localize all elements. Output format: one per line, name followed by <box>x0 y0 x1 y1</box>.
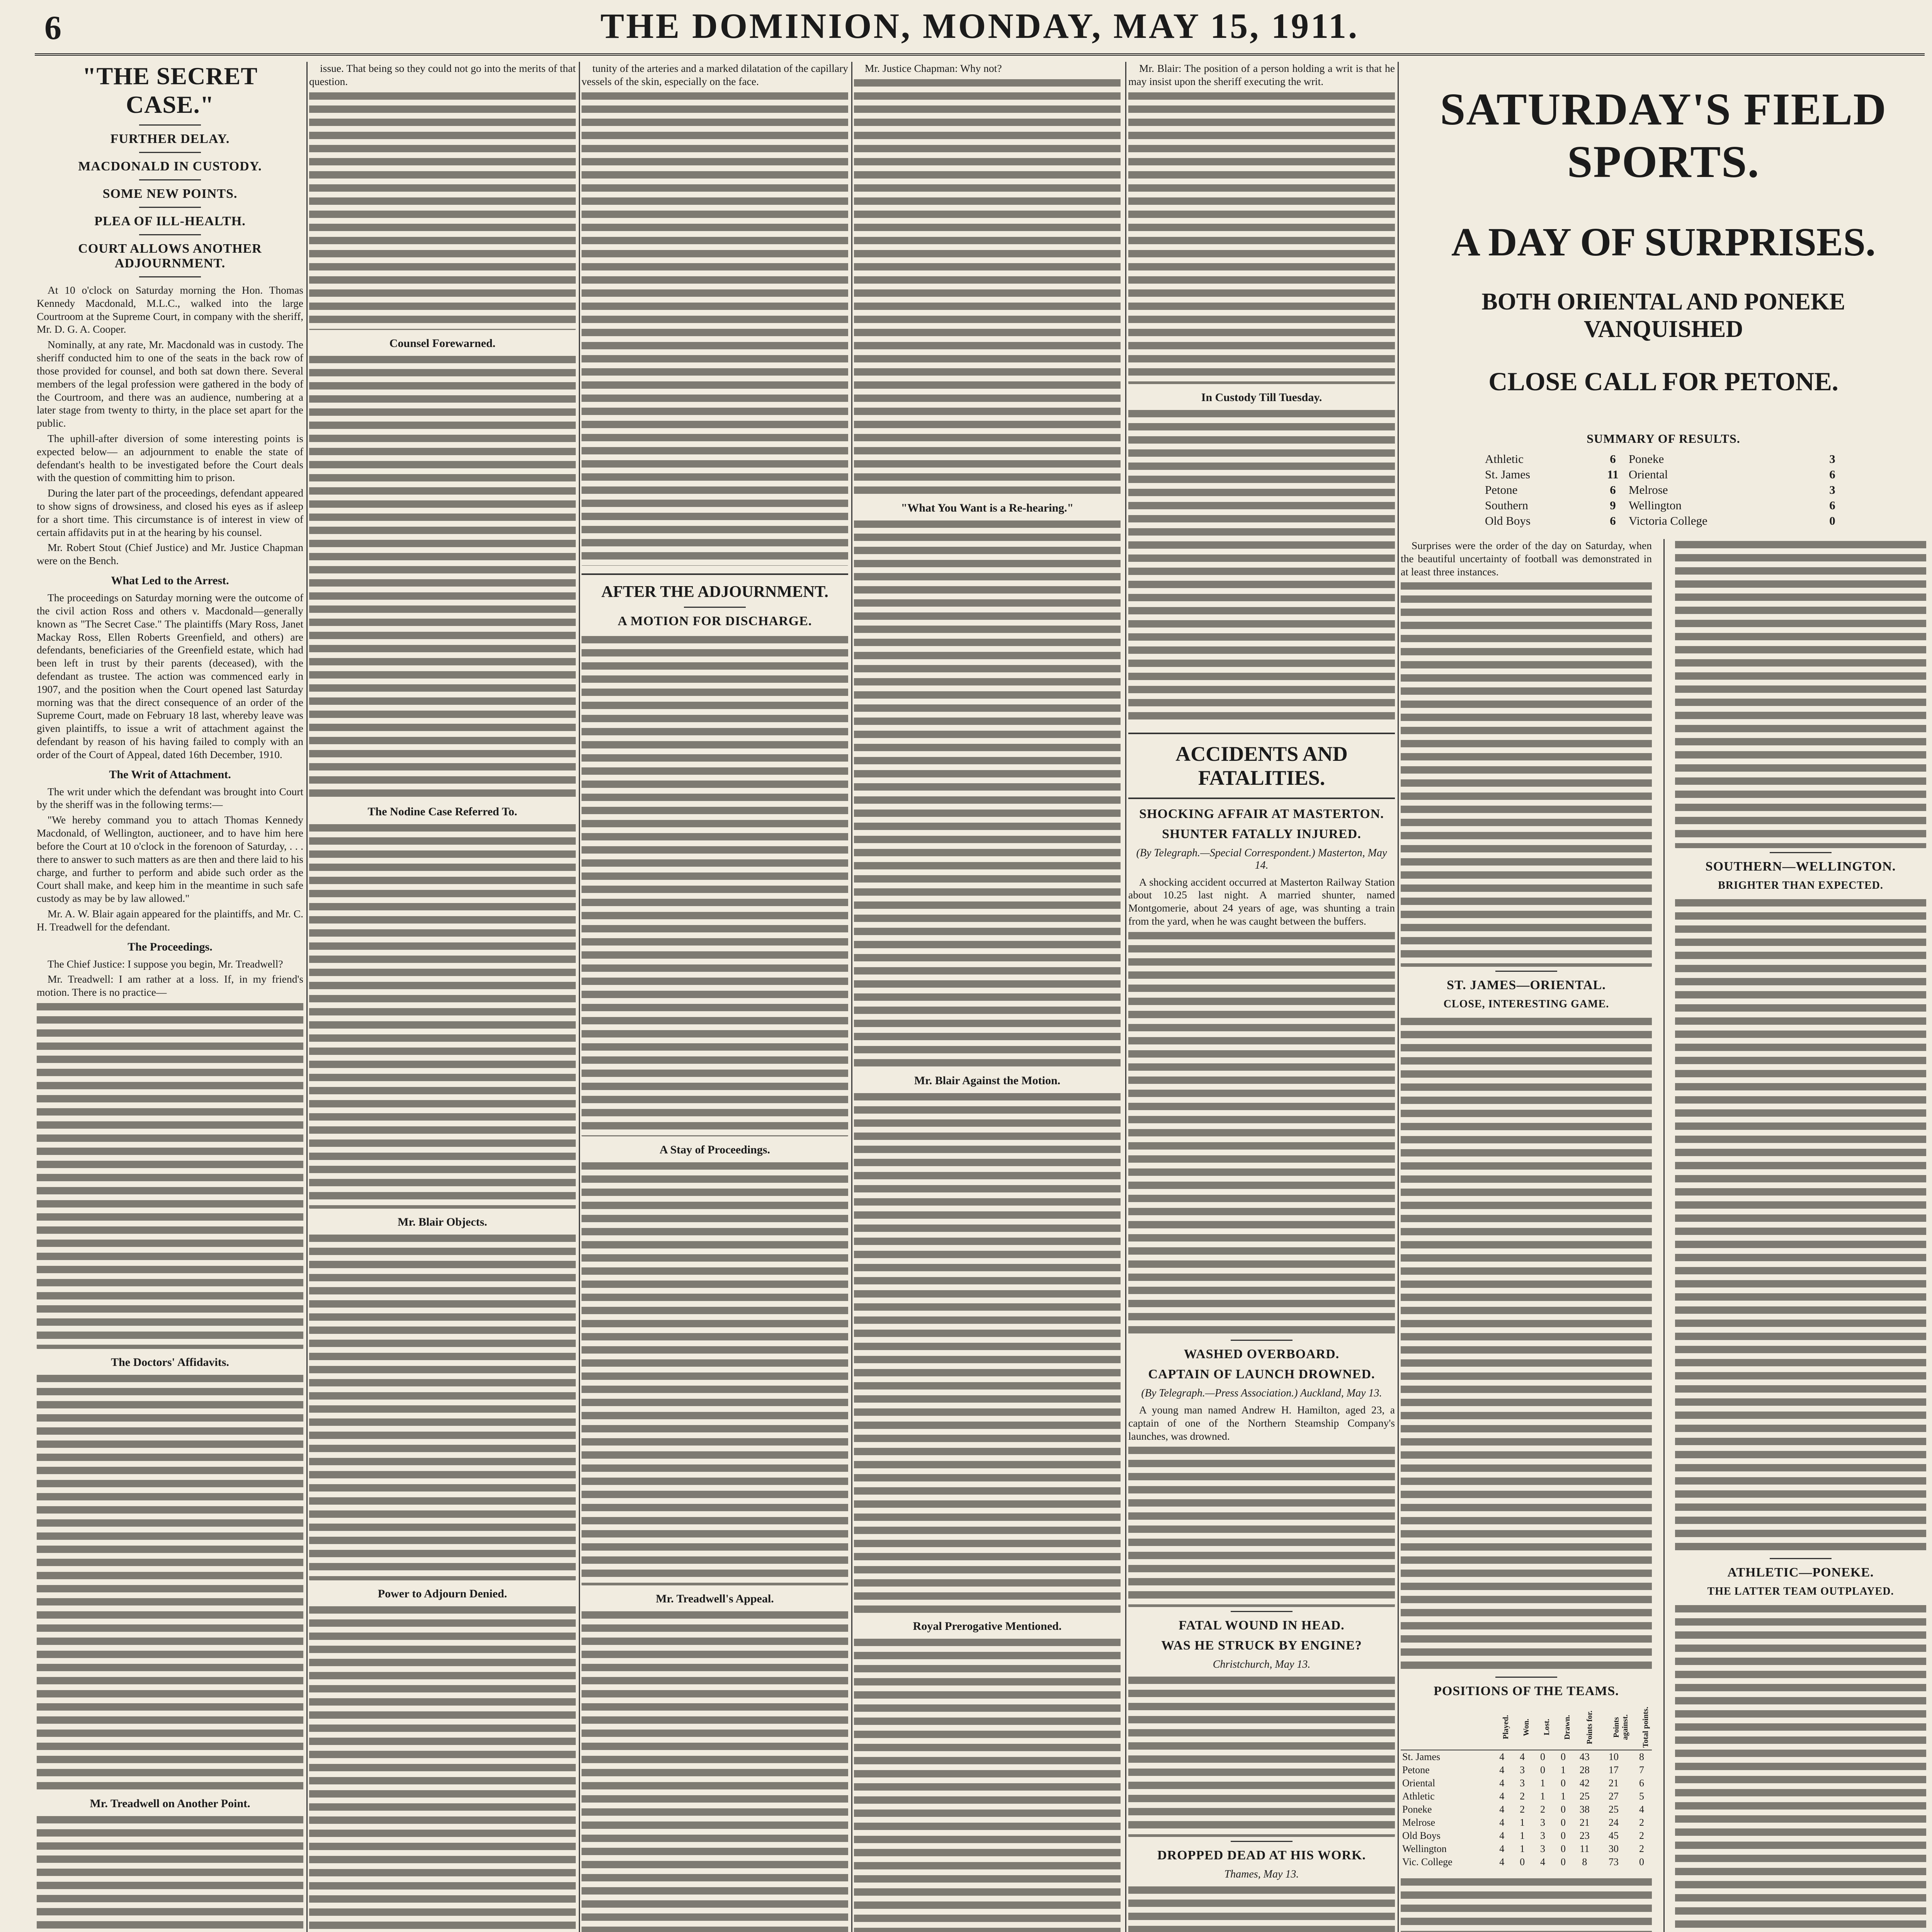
winner-team: Petone <box>1485 483 1518 497</box>
article-text-block <box>37 1001 303 1349</box>
masthead <box>0 0 1932 58</box>
subheading: A Stay of Proceedings. <box>659 1143 770 1156</box>
dateline: Thames, May 13. <box>1224 1868 1299 1881</box>
standings-cell: 0 <box>1520 1856 1525 1868</box>
article-text-block <box>1401 1876 1652 1932</box>
positions-headline: POSITIONS OF THE TEAMS. <box>1434 1684 1619 1699</box>
winner-score: 6 <box>1610 452 1616 466</box>
article-text-block <box>1128 90 1395 384</box>
summary-row <box>1482 467 1845 482</box>
loser-team: Poneke <box>1628 452 1664 466</box>
standings-cell: 2 <box>1520 1791 1525 1802</box>
standings-cell: 43 <box>1579 1751 1590 1763</box>
team-name: Vic. College <box>1402 1856 1452 1868</box>
article-text-block <box>1401 1016 1652 1673</box>
standings-cell: 4 <box>1499 1764 1505 1776</box>
column-2 <box>309 62 576 1932</box>
secret-case-headline: "THE SECRET CASE." <box>82 62 258 118</box>
article-text-block <box>1675 897 1926 1554</box>
headline-rule <box>139 124 201 126</box>
standings-cell: 1 <box>1520 1830 1525 1842</box>
sports-column-left <box>1401 539 1652 1932</box>
standings-cell: 2 <box>1639 1817 1645 1828</box>
standings-column-header: Drawn. <box>1553 1704 1573 1750</box>
standings-cell: 1 <box>1540 1777 1546 1789</box>
masthead-rule <box>35 53 1925 56</box>
standings-cell: 2 <box>1639 1843 1645 1855</box>
standings-column-header: Played. <box>1492 1704 1512 1750</box>
article-text-block <box>1128 1675 1395 1837</box>
article-text-block <box>582 1609 848 1932</box>
headline-rule <box>684 607 746 608</box>
article-paragraph: During the later part of the proceedings, defendant appeared to show signs of drowsiness, and closed his eyes as if asleep for a short time. This circumstance is of interest in view of certain affidavits put in at the hearing by his counsel. <box>37 487 303 538</box>
standings-cell: 4 <box>1639 1804 1645 1815</box>
standings-cell: 2 <box>1520 1804 1525 1815</box>
column-5 <box>1128 62 1395 1932</box>
standings-table <box>1401 1704 1652 1869</box>
standings-cell: 25 <box>1608 1804 1619 1815</box>
article-paragraph: The writ under which the defendant was brought into Court by the sheriff was in the following terms:— <box>37 785 303 811</box>
article-text-block <box>1128 1445 1395 1607</box>
standings-cell: 3 <box>1520 1764 1525 1776</box>
standings-cell: 0 <box>1560 1804 1566 1815</box>
subheading: What Led to the Arrest. <box>111 574 229 587</box>
winner-score: 6 <box>1610 483 1616 497</box>
article-paragraph: Mr. Blair: The position of a person holding a writ is that he may insist upon the sheriff executing the writ. <box>1128 62 1395 87</box>
sports-columns <box>1401 539 1926 1932</box>
article-text-block <box>582 90 848 566</box>
standings-cell: 4 <box>1499 1843 1505 1855</box>
standings-cell: 0 <box>1560 1830 1566 1842</box>
standings-cell: 4 <box>1499 1830 1505 1842</box>
column-rule <box>1663 539 1665 1932</box>
winner-score: 9 <box>1610 498 1616 512</box>
page-number: 6 <box>44 9 61 47</box>
standings-row <box>1401 1855 1652 1869</box>
standings-cell: 30 <box>1608 1843 1619 1855</box>
column-rule <box>851 62 852 1932</box>
dateline: (By Telegraph.—Special Correspondent.) Masterton, May 14. <box>1136 847 1387 871</box>
story-headline: DROPPED DEAD AT HIS WORK. <box>1157 1848 1366 1863</box>
team-name: Petone <box>1402 1764 1430 1776</box>
story-rule <box>1495 971 1557 972</box>
standings-row <box>1401 1842 1652 1855</box>
standings-column-header: Won. <box>1512 1704 1532 1750</box>
article-text-block <box>582 1160 848 1585</box>
standings-column-header: Points against. <box>1596 1704 1631 1750</box>
team-name: Old Boys <box>1402 1830 1440 1842</box>
deck-rule <box>139 152 201 153</box>
article-text-block <box>309 354 576 798</box>
article-paragraph: The proceedings on Saturday morning were the outcome of the civil action Ross and others v. Macdonald—generally known as "The Secret Case." The plaintiffs (Mary Ross, Janet Mackay Ross, Ellen Roberts Greenfield, and others) are defendants, beneficiaries of the Greenfield estate, which had been left in trust by their parents (deceased), with the defendant as trustee. The action was commenced early in 1907, and the position when the Court opened last Saturday morning was that the direct consequence of an order of the Supreme Court, made on February 18 last, whereby leave was given plaintiffs, to issue a writ of attachment against the defendant by reason of his having failed to comply with an order of the Court of Appeal, dated 16th December, 1910. <box>37 592 303 760</box>
standings-row <box>1401 1764 1652 1777</box>
standings-cell: 28 <box>1579 1764 1590 1776</box>
story-deck: CAPTAIN OF LAUNCH DROWNED. <box>1148 1367 1375 1381</box>
loser-score: 6 <box>1829 498 1835 512</box>
story-deck: SHUNTER FATALLY INJURED. <box>1162 827 1361 841</box>
article-text-block <box>309 822 576 1209</box>
standings-cell: 3 <box>1540 1843 1546 1855</box>
article-paragraph: Mr. A. W. Blair again appeared for the plaintiffs, and Mr. C. H. Treadwell for the defendant. <box>37 907 303 933</box>
loser-team: Oriental <box>1628 468 1668 481</box>
standings-cell: 3 <box>1520 1777 1525 1789</box>
article-paragraph: Mr. Robert Stout (Chief Justice) and Mr. Justice Chapman were on the Bench. <box>37 541 303 567</box>
article-text-block <box>1128 408 1395 725</box>
column-4 <box>854 62 1121 1932</box>
deck-rule <box>139 207 201 208</box>
article-paragraph: The uphill-after diversion of some interesting points is expected below— an adjournment to enable the state of defendant's health to be investigated before the Court deals with the question of committing him to prison. <box>37 432 303 484</box>
story-rule <box>1770 1558 1832 1559</box>
match-deck: CLOSE, INTERESTING GAME. <box>1443 998 1609 1010</box>
section-rule <box>1128 798 1395 799</box>
loser-score: 0 <box>1829 514 1835 527</box>
standings-column-header: Total points. <box>1631 1704 1652 1750</box>
article-text-block <box>854 519 1121 1067</box>
article-text-block <box>1401 580 1652 967</box>
article-paragraph: Mr. Justice Chapman: Why not? <box>865 62 1002 74</box>
standings-cell: 4 <box>1499 1791 1505 1802</box>
standings-cell: 17 <box>1608 1764 1619 1776</box>
standings-cell: 6 <box>1639 1777 1645 1789</box>
summary-row <box>1482 451 1845 467</box>
motion-deck: A MOTION FOR DISCHARGE. <box>617 614 812 628</box>
article-paragraph: A shocking accident occurred at Masterton Railway Station about 10.25 last night. A married shunter, named Montgomerie, about 24 years of age, was shunting a train from the yard, when he was caught between the buffers. <box>1128 876 1395 927</box>
article-text-block <box>37 1373 303 1790</box>
deck-line: MACDONALD IN CUSTODY. <box>78 159 262 173</box>
team-name: Melrose <box>1402 1817 1435 1828</box>
winner-team: Athletic <box>1485 452 1524 466</box>
winner-score: 6 <box>1610 514 1616 527</box>
subheading: The Nodine Case Referred To. <box>367 805 517 818</box>
article-paragraph: Nominally, at any rate, Mr. Macdonald was in custody. The sheriff conducted him to one of the seats in the back row of those provided for counsel, and both sat down there. Several members of the legal profession were gathered in the body of the Courtroom, and there was an audience, numbering at a later stage from twenty to thirty, in the place set apart for the public. <box>37 338 303 429</box>
deck-rule <box>139 276 201 277</box>
team-name: Athletic <box>1402 1791 1435 1802</box>
subheading: Mr. Treadwell's Appeal. <box>656 1592 774 1605</box>
standings-cell: 45 <box>1608 1830 1619 1842</box>
summary-table <box>1482 451 1845 529</box>
dateline: Christchurch, May 13. <box>1213 1658 1311 1671</box>
sports-deck: A DAY OF SURPRISES. <box>1451 220 1876 264</box>
standings-row <box>1401 1829 1652 1842</box>
deck-rule <box>139 179 201 180</box>
team-column-header <box>1401 1704 1492 1750</box>
loser-score: 3 <box>1829 483 1835 497</box>
standings-cell: 4 <box>1499 1817 1505 1828</box>
standings-cell: 38 <box>1579 1804 1590 1815</box>
standings-cell: 3 <box>1540 1830 1546 1842</box>
standings-cell: 1 <box>1560 1791 1566 1802</box>
standings-row <box>1401 1750 1652 1764</box>
article-text-block <box>37 1814 303 1932</box>
article-text-block <box>854 77 1121 495</box>
column-rule <box>306 62 308 1932</box>
standings-cell: 4 <box>1499 1804 1505 1815</box>
subheading: Mr. Blair Against the Motion. <box>914 1074 1061 1087</box>
subheading: The Doctors' Affidavits. <box>111 1356 229 1369</box>
story-rule <box>1495 1677 1557 1678</box>
standings-cell: 4 <box>1540 1856 1546 1868</box>
standings-cell: 0 <box>1639 1856 1645 1868</box>
standings-cell: 4 <box>1499 1751 1505 1763</box>
standings-cell: 1 <box>1560 1764 1566 1776</box>
standings-cell: 1 <box>1540 1791 1546 1802</box>
standings-cell: 1 <box>1520 1817 1525 1828</box>
loser-team: Wellington <box>1628 498 1682 512</box>
section-rule <box>582 573 848 575</box>
standings-cell: 0 <box>1540 1764 1546 1776</box>
dateline: (By Telegraph.—Press Association.) Auckland, May 13. <box>1141 1387 1382 1399</box>
deck-line: FURTHER DELAY. <box>110 132 230 146</box>
story-rule <box>1231 1340 1293 1341</box>
story-rule <box>1770 852 1832 853</box>
article-paragraph: Surprises were the order of the day on Saturday, when the beautiful uncertainty of football was demonstrated in at least three instances. <box>1401 539 1652 578</box>
article-paragraph: issue. That being so they could not go into the merits of that question. <box>309 62 576 87</box>
summary-row <box>1482 513 1845 529</box>
loser-score: 6 <box>1829 468 1835 481</box>
article-text-block <box>309 1604 576 1932</box>
winner-team: Southern <box>1485 498 1528 512</box>
article-text-block <box>854 1637 1121 1932</box>
standings-cell: 27 <box>1608 1791 1619 1802</box>
after-adjournment-headline: AFTER THE ADJOURNMENT. <box>601 583 828 601</box>
article-text-block <box>1128 1884 1395 1932</box>
match-headline: ATHLETIC—PONEKE. <box>1727 1565 1874 1580</box>
subheading: In Custody Till Tuesday. <box>1201 391 1322 404</box>
standings-cell: 7 <box>1639 1764 1645 1776</box>
deck-line: SOME NEW POINTS. <box>102 187 238 201</box>
standings-cell: 8 <box>1639 1751 1645 1763</box>
winner-team: Old Boys <box>1485 514 1531 527</box>
team-name: Poneke <box>1402 1804 1432 1815</box>
standings-cell: 1 <box>1520 1843 1525 1855</box>
standings-column-header: Lost. <box>1532 1704 1553 1750</box>
column-rule <box>579 62 580 1932</box>
loser-team: Melrose <box>1628 483 1668 497</box>
standings-cell: 2 <box>1639 1830 1645 1842</box>
match-deck: THE LATTER TEAM OUTPLAYED. <box>1707 1585 1894 1597</box>
standings-cell: 0 <box>1560 1777 1566 1789</box>
subheading: The Proceedings. <box>128 940 213 953</box>
standings-cell: 4 <box>1499 1856 1505 1868</box>
story-rule <box>1231 1841 1293 1842</box>
standings-cell: 0 <box>1540 1751 1546 1763</box>
standings-cell: 25 <box>1579 1791 1590 1802</box>
winner-team: St. James <box>1485 468 1531 481</box>
column-rule <box>1125 62 1126 1932</box>
standings-cell: 73 <box>1608 1856 1619 1868</box>
match-headline: SOUTHERN—WELLINGTON. <box>1705 859 1896 874</box>
loser-score: 3 <box>1829 452 1835 466</box>
winner-score: 11 <box>1607 468 1619 481</box>
subheading: Mr. Blair Objects. <box>398 1215 487 1228</box>
standings-column-header: Points for. <box>1573 1704 1596 1750</box>
standings-cell: 5 <box>1639 1791 1645 1802</box>
story-deck: WAS HE STRUCK BY ENGINE? <box>1161 1638 1362 1653</box>
subheading: Royal Prerogative Mentioned. <box>913 1619 1062 1633</box>
standings-cell: 0 <box>1560 1843 1566 1855</box>
team-name: Oriental <box>1402 1777 1435 1789</box>
article-paragraph: tunity of the arteries and a marked dilatation of the capillary vessels of the skin, especially on the face. <box>582 62 848 87</box>
match-deck: BRIGHTER THAN EXPECTED. <box>1718 879 1883 891</box>
team-name: St. James <box>1402 1751 1440 1763</box>
column-rule <box>1398 62 1399 1932</box>
column-1 <box>37 62 303 1932</box>
summary-row <box>1482 498 1845 513</box>
standings-cell: 11 <box>1580 1843 1590 1855</box>
subheading: "What You Want is a Re-hearing." <box>901 501 1074 514</box>
story-headline: FATAL WOUND IN HEAD. <box>1179 1618 1345 1633</box>
article-text-block <box>1128 930 1395 1336</box>
subheading: Power to Adjourn Denied. <box>378 1587 507 1600</box>
standings-cell: 4 <box>1520 1751 1525 1763</box>
article-text-block <box>1675 1603 1926 1932</box>
sports-banner: SATURDAY'S FIELD SPORTS. <box>1440 84 1887 187</box>
standings-row <box>1401 1816 1652 1829</box>
article-text-block <box>1675 539 1926 848</box>
standings-cell: 10 <box>1608 1751 1619 1763</box>
article-paragraph: Mr. Treadwell: I am rather at a loss. If, in my friend's motion. There is no practice— <box>37 973 303 998</box>
standings-cell: 23 <box>1579 1830 1590 1842</box>
sports-column-right <box>1675 539 1926 1932</box>
article-text-block <box>854 1091 1121 1613</box>
standings-cell: 0 <box>1560 1817 1566 1828</box>
deck-rule <box>139 234 201 235</box>
story-headline: SHOCKING AFFAIR AT MASTERTON. <box>1139 806 1384 821</box>
column-3 <box>582 62 848 1932</box>
standings-cell: 2 <box>1540 1804 1546 1815</box>
team-name: Wellington <box>1402 1843 1447 1855</box>
standings-cell: 21 <box>1608 1777 1619 1789</box>
standings-cell: 3 <box>1540 1817 1546 1828</box>
standings-cell: 8 <box>1582 1856 1587 1868</box>
story-headline: WASHED OVERBOARD. <box>1184 1347 1340 1361</box>
summary-row <box>1482 482 1845 498</box>
standings-cell: 0 <box>1560 1856 1566 1868</box>
standings-row <box>1401 1803 1652 1816</box>
loser-team: Victoria College <box>1628 514 1708 527</box>
standings-row <box>1401 1777 1652 1790</box>
sports-section <box>1401 68 1926 1932</box>
article-paragraph: At 10 o'clock on Saturday morning the Hon. Thomas Kennedy Macdonald, M.L.C., walked into the large Courtroom at the Supreme Court, in company with the sheriff, Mr. D. G. A. Cooper. <box>37 284 303 335</box>
article-text-block <box>309 90 576 330</box>
article-text-block <box>582 634 848 1136</box>
deck-line: PLEA OF ILL-HEALTH. <box>94 214 246 228</box>
summary-title: SUMMARY OF RESULTS. <box>1587 432 1740 446</box>
standings-cell: 42 <box>1579 1777 1590 1789</box>
article-paragraph: "We hereby command you to attach Thomas Kennedy Macdonald, of Wellington, auctioneer, and to have him here before the Court at 10 o'clock in the forenoon of Saturday, . . . there to answer to such matters as are then and there laid to his charge, and further to perform and abide such order as the Court shall make, and keep him in the meantime in such safe custody as may be by law allowed." <box>37 814 303 905</box>
standings-cell: 4 <box>1499 1777 1505 1789</box>
standings-cell: 0 <box>1560 1751 1566 1763</box>
article-paragraph: A young man named Andrew H. Hamilton, aged 23, a captain of one of the Northern Steamship Company's launches, was drowned. <box>1128 1403 1395 1442</box>
subheading: Counsel Forewarned. <box>389 337 496 350</box>
match-headline: ST. JAMES—ORIENTAL. <box>1447 978 1606 993</box>
standings-cell: 24 <box>1608 1817 1619 1828</box>
standings-cell: 21 <box>1579 1817 1590 1828</box>
newspaper-title: THE DOMINION, MONDAY, MAY 15, 1911. <box>600 6 1359 46</box>
standings-row <box>1401 1790 1652 1803</box>
subheading: Mr. Treadwell on Another Point. <box>90 1797 250 1810</box>
section-rule <box>1128 733 1395 734</box>
article-paragraph: The Chief Justice: I suppose you begin, Mr. Treadwell? <box>48 957 283 970</box>
sports-deck: CLOSE CALL FOR PETONE. <box>1488 367 1838 396</box>
sports-deck: BOTH ORIENTAL AND PONEKE VANQUISHED <box>1481 289 1845 342</box>
subheading: The Writ of Attachment. <box>109 768 231 781</box>
article-text-block <box>309 1233 576 1580</box>
deck-line: COURT ALLOWS ANOTHER ADJOURNMENT. <box>78 242 262 270</box>
story-rule <box>1231 1611 1293 1612</box>
accidents-headline: ACCIDENTS AND FATALITIES. <box>1175 742 1348 789</box>
